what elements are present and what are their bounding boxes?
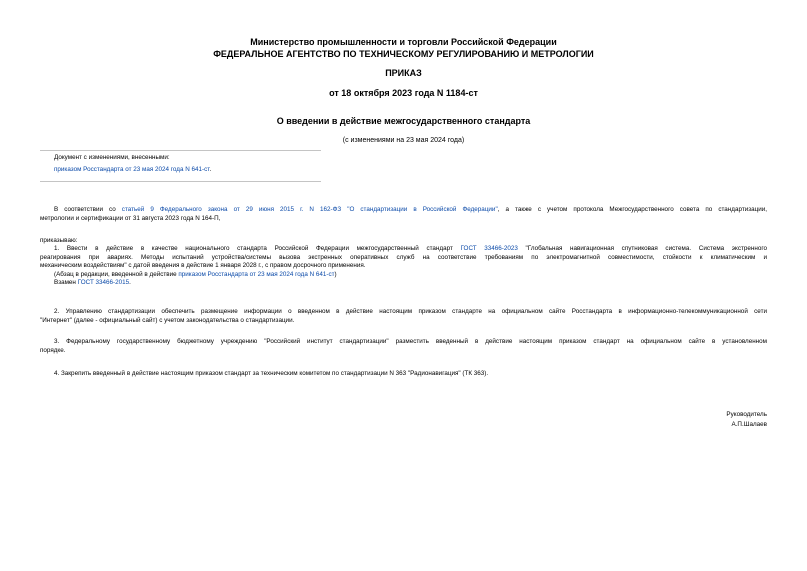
doc-type: ПРИКАЗ (385, 68, 422, 78)
item-1-line-2: реагирования при авариях. Методы испытаний устройства/системы вызова экстренных оперативных служб на соответствие требованиям по электромагнитной совместимости, стойкости к климатическим и (40, 253, 767, 261)
item-1-amendment: (Абзац в редакции, введенной в действие приказом Росстандарта от 23 мая 2024 года N 641-ст) (54, 270, 337, 278)
item-1-replaces: Взамен ГОСТ 33466-2015. (54, 279, 131, 287)
intro-line-2: метрологии и сертификации от 31 августа 2023 года N 164-П, (40, 214, 221, 222)
item-2-line-2: "Интернет" (далее - официальный сайт) с учетом законодательства о стандартизации. (40, 316, 295, 324)
item-1-line-1: 1. Ввести в действие в качестве национального стандарта Российской Федерации межгосударственный стандарт ГОСТ 33466-2023 "Глобальная навигационная спутниковая система. Система экстренного (54, 245, 767, 252)
intro-line-1: В соответствии со статьей 9 Федерального закона от 29 июня 2015 г. N 162-ФЗ "О стандартизации в Российской Федерации", а также с учетом протокола Межгосударственного совета по стандартизации, (54, 206, 768, 213)
changes-box-label: Документ с изменениями, внесенными: (54, 154, 170, 161)
changes-note: (с изменениями на 23 мая 2024 года) (342, 137, 465, 144)
gost-2015-link[interactable]: ГОСТ 33466-2015 (77, 279, 130, 287)
gost-2023-link[interactable]: ГОСТ 33466-2023 (460, 245, 518, 252)
item-4: 4. Закрепить введенный в действие настоящим приказом стандарт за техническим комитетом по стандартизации N 363 "Радионавигация" (ТК 363). (54, 370, 489, 377)
ministry-heading: Министерство промышленности и торговли Российской Федерации (250, 37, 557, 47)
item-3-line-1: 3. Федеральному государственному бюджетному учреждению "Российский институт стандартизации" разместить введенный в действие настоящим приказом стандарт на официальном сайте в установленном (54, 338, 767, 345)
amendment-order-link[interactable]: приказом Росстандарта от 23 мая 2024 года N 641-ст (54, 166, 210, 173)
item-3-line-2: порядке. (40, 346, 66, 354)
item-3 (40, 338, 767, 355)
amendment-order-link-2[interactable]: приказом Росстандарта от 23 мая 2024 года N 641-ст (178, 270, 335, 278)
changes-box-top-divider (40, 150, 321, 151)
federal-law-link[interactable]: статьей 9 Федерального закона от 29 июня 2015 г. N 162-ФЗ "О стандартизации в Российской Федерации" (121, 206, 498, 213)
signature-name: А.П.Шалаев (731, 421, 767, 428)
item-1 (40, 245, 767, 288)
changes-box-bottom-divider (40, 181, 321, 182)
order-word: приказываю: (40, 237, 78, 244)
item-1-line-3: механическим воздействиям" с датой введения в действие 1 января 2028 г., с правом досрочного применения. (40, 262, 366, 270)
item-2 (40, 308, 767, 325)
agency-heading: ФЕДЕРАЛЬНОЕ АГЕНТСТВО ПО ТЕХНИЧЕСКОМУ РЕГУЛИРОВАНИЮ И МЕТРОЛОГИИ (213, 49, 594, 59)
changes-box-link-line: приказом Росстандарта от 23 мая 2024 года N 641-ст. (54, 166, 212, 173)
document-title: О введении в действие межгосударственного стандарта (276, 116, 531, 126)
item-2-line-1: 2. Управлению стандартизации обеспечить размещение информации о введенном в действие настоящим приказом стандарте на официальном сайте Росстандарта в информационно-телекоммуникационной сети (54, 308, 767, 315)
intro-paragraph (40, 206, 767, 223)
date-number: от 18 октября 2023 года N 1184-ст (329, 88, 478, 98)
signature-position: Руководитель (726, 411, 767, 418)
